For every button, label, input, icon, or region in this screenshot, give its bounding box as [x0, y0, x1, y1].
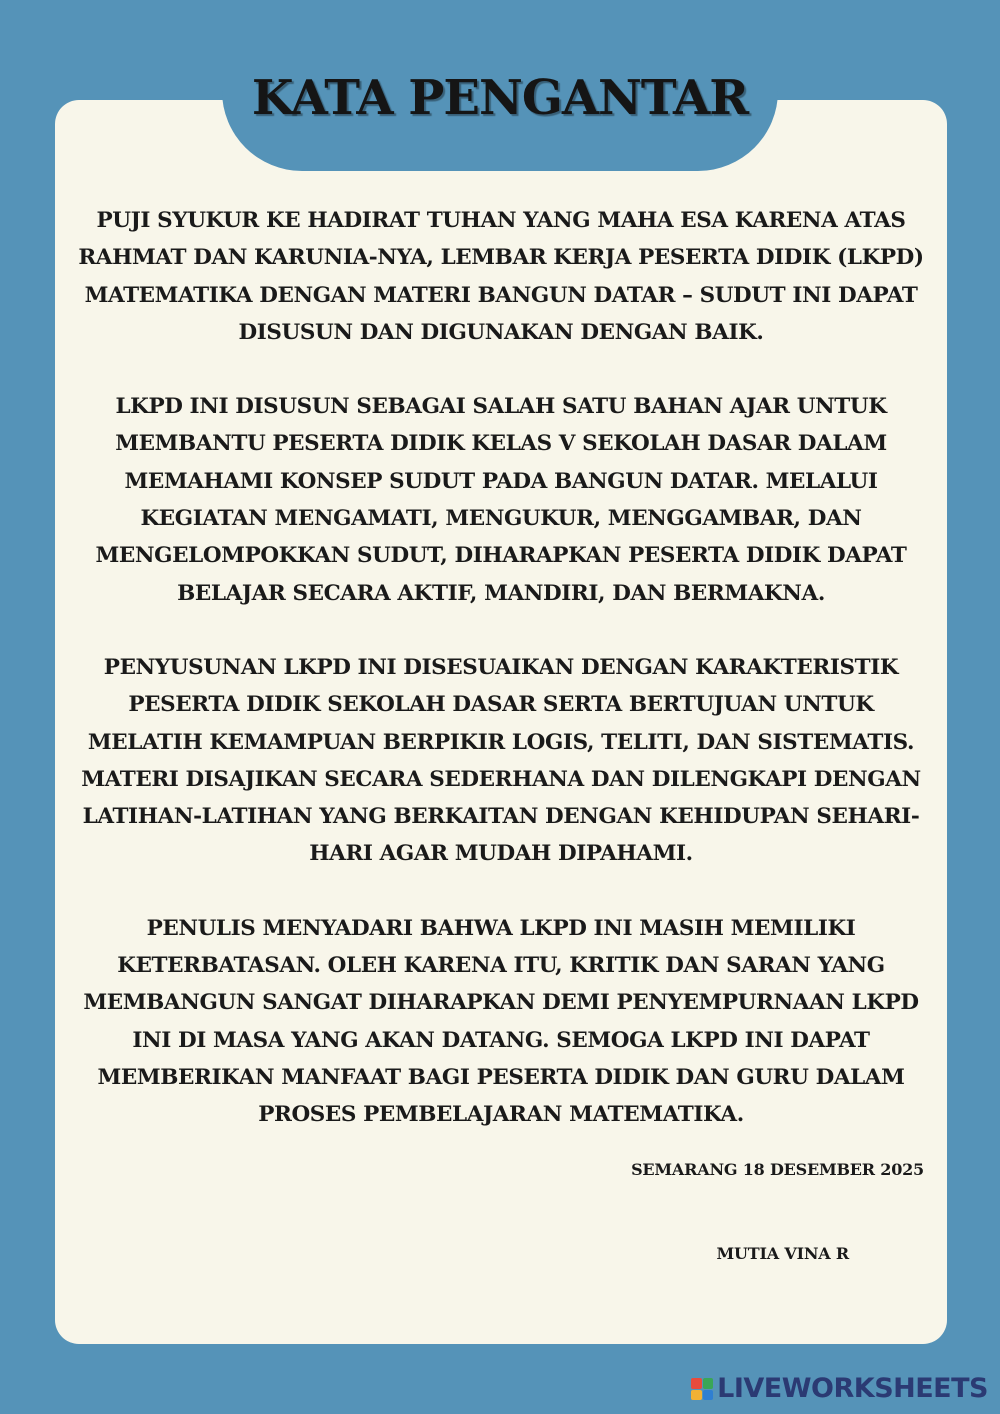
logo-cell-i: [703, 1378, 714, 1389]
paragraph-2: LKPD INI DISUSUN SEBAGAI SALAH SATU BAHAN AJAR UNTUK MEMBANTU PESERTA DIDIK KELAS V SEKOLAH DASAR DALAM MEMAHAMI KONSEP SUDUT PADA BANGUN DATAR. MELALUI KEGIATAN MENGAMATI, MENGUKUR, MENGGAMBAR, DAN MENGELOMPOKKAN SUDUT, DIHARAPKAN PESERTA DIDIK DAPAT BELAJAR SECARA AKTIF, MANDIRI, DAN BERMAKNA.: [95, 394, 907, 606]
paragraph-1: PUJI SYUKUR KE HADIRAT TUHAN YANG MAHA ESA KARENA ATAS RAHMAT DAN KARUNIA-NYA, LEMBAR KERJA PESERTA DIDIK (LKPD) MATEMATIKA DENGAN MATERI BANGUN DATAR – SUDUT INI DAPAT DISUSUN DAN DIGUNAKAN DENGAN BAIK.: [78, 208, 924, 345]
author-name: MUTIA VINA R: [716, 1244, 849, 1263]
body-text: [78, 202, 924, 1171]
date-line: SEMARANG 18 DESEMBER 2025: [631, 1160, 924, 1179]
logo-cell-l: [691, 1378, 702, 1389]
brand-name: LIVEWORKSHEETS: [717, 1373, 988, 1404]
logo-cell-v: [691, 1390, 702, 1401]
logo-cell-e: [703, 1390, 714, 1401]
page-title: KATA PENGANTAR: [251, 70, 749, 126]
liveworksheets-brand: [691, 1374, 988, 1404]
paragraph-3: PENYUSUNAN LKPD INI DISESUAIKAN DENGAN KARAKTERISTIK PESERTA DIDIK SEKOLAH DASAR SERTA BERTUJUAN UNTUK MELATIH KEMAMPUAN BERPIKIR LOGIS, TELITI, DAN SISTEMATIS. MATERI DISAJIKAN SECARA SEDERHANA DAN DILENGKAPI DENGAN LATIHAN-LATIHAN YANG BERKAITAN DENGAN KEHIDUPAN SEHARI-HARI AGAR MUDAH DIPAHAMI.: [81, 654, 921, 867]
liveworksheets-logo-icon: [691, 1378, 713, 1400]
paragraph-4: PENULIS MENYADARI BAHWA LKPD INI MASIH MEMILIKI KETERBATASAN. OLEH KARENA ITU, KRITIK DAN SARAN YANG MEMBANGUN SANGAT DIHARAPKAN DEMI PENYEMPURNAAN LKPD INI DI MASA YANG AKAN DATANG. SEMOGA LKPD INI DAPAT MEMBERIKAN MANFAAT BAGI PESERTA DIDIK DAN GURU DALAM PROSES PEMBELAJARAN MATEMATIKA.: [83, 915, 919, 1128]
